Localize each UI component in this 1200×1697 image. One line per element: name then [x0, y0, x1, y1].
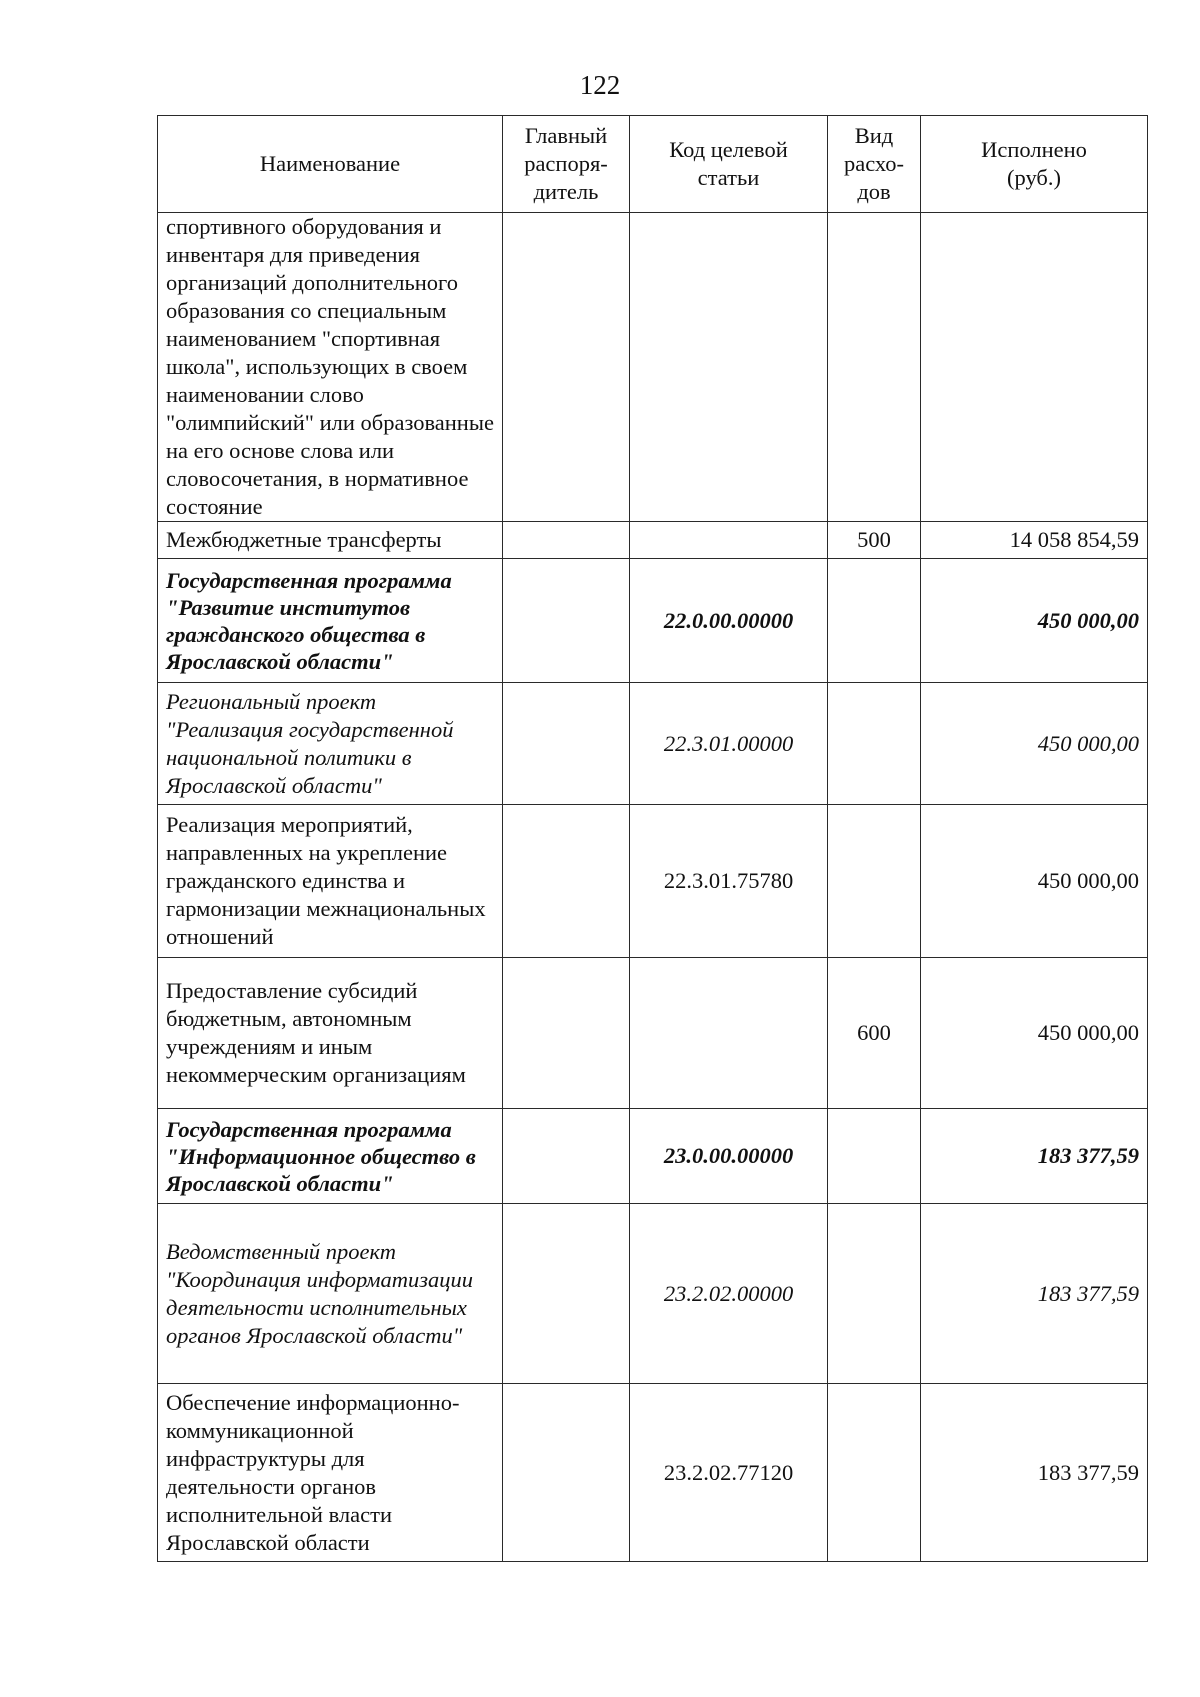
cell-admin: [503, 1204, 630, 1384]
header-sum-line: Исполнено: [981, 137, 1087, 162]
cell-code: 23.2.02.00000: [630, 1204, 828, 1384]
header-admin-line: распоря-: [524, 151, 608, 176]
budget-table: [157, 115, 1148, 1562]
cell-code: [630, 958, 828, 1109]
header-sum: [921, 116, 1148, 213]
cell-admin: [503, 1384, 630, 1562]
table-row: [158, 1384, 1148, 1562]
cell-name: Обеспечение информационно-коммуникационной инфраструктуры для деятельности органов исполнительной власти Ярославской области: [158, 1384, 503, 1562]
table-header-row: [158, 116, 1148, 213]
cell-kind: 600: [828, 958, 921, 1109]
cell-code: 22.0.00.00000: [630, 559, 828, 683]
cell-sum: 450 000,00: [921, 683, 1148, 805]
cell-name: спортивного оборудования и инвентаря для приведения организаций дополнительного образования со специальным наименованием "спортивная школа", использующих в своем наименовании слово "олимпийский" или образованные на его основе слова или словосочетания, в нормативное состояние: [158, 213, 503, 522]
header-code: [630, 116, 828, 213]
header-kind-line: дов: [857, 179, 891, 204]
cell-sum: 450 000,00: [921, 559, 1148, 683]
header-admin-line: дитель: [533, 179, 599, 204]
cell-sum: 183 377,59: [921, 1384, 1148, 1562]
cell-admin: [503, 805, 630, 958]
header-name: Наименование: [158, 116, 503, 213]
cell-name: Предоставление субсидий бюджетным, автономным учреждениям и иным некоммерческим организациям: [158, 958, 503, 1109]
cell-code: 22.3.01.75780: [630, 805, 828, 958]
cell-name: Региональный проект "Реализация государственной национальной политики в Ярославской области": [158, 683, 503, 805]
cell-kind: [828, 1204, 921, 1384]
table-row: [158, 1109, 1148, 1204]
cell-sum: 450 000,00: [921, 805, 1148, 958]
table-row: [158, 683, 1148, 805]
header-kind-line: расхо-: [843, 151, 905, 176]
cell-code: 23.2.02.77120: [630, 1384, 828, 1562]
cell-name: Ведомственный проект "Координация информатизации деятельности исполнительных органов Ярославской области": [158, 1204, 503, 1384]
cell-name: Реализация мероприятий, направленных на укрепление гражданского единства и гармонизации межнациональных отношений: [158, 805, 503, 958]
cell-admin: [503, 213, 630, 522]
cell-kind: [828, 1109, 921, 1204]
cell-name: Государственная программа "Развитие институтов гражданского общества в Ярославской области": [158, 559, 503, 683]
table-row: [158, 213, 1148, 522]
cell-code: 22.3.01.00000: [630, 683, 828, 805]
page-number: 122: [579, 70, 621, 100]
cell-admin: [503, 958, 630, 1109]
cell-name: Государственная программа "Информационное общество в Ярославской области": [158, 1109, 503, 1204]
header-sum-line: (руб.): [1007, 165, 1061, 190]
table-row: [158, 958, 1148, 1109]
cell-code: [630, 522, 828, 559]
cell-sum: 450 000,00: [921, 958, 1148, 1109]
header-admin: [503, 116, 630, 213]
cell-code: [630, 213, 828, 522]
cell-sum: 183 377,59: [921, 1204, 1148, 1384]
cell-admin: [503, 683, 630, 805]
cell-kind: [828, 213, 921, 522]
cell-admin: [503, 1109, 630, 1204]
table-row: [158, 1204, 1148, 1384]
table-row: [158, 805, 1148, 958]
cell-sum: [921, 213, 1148, 522]
cell-kind: [828, 683, 921, 805]
cell-admin: [503, 559, 630, 683]
table-row: [158, 559, 1148, 683]
cell-sum: 183 377,59: [921, 1109, 1148, 1204]
header-code-line: Код целевой: [669, 137, 788, 162]
header-kind-line: Вид: [854, 123, 894, 148]
cell-sum: 14 058 854,59: [921, 522, 1148, 559]
cell-kind: [828, 559, 921, 683]
header-code-line: статьи: [697, 165, 760, 190]
cell-kind: 500: [828, 522, 921, 559]
header-kind: [828, 116, 921, 213]
cell-kind: [828, 1384, 921, 1562]
cell-name: Межбюджетные трансферты: [158, 522, 503, 559]
cell-code: 23.0.00.00000: [630, 1109, 828, 1204]
header-admin-line: Главный: [524, 123, 608, 148]
table-row: [158, 522, 1148, 559]
cell-admin: [503, 522, 630, 559]
cell-kind: [828, 805, 921, 958]
